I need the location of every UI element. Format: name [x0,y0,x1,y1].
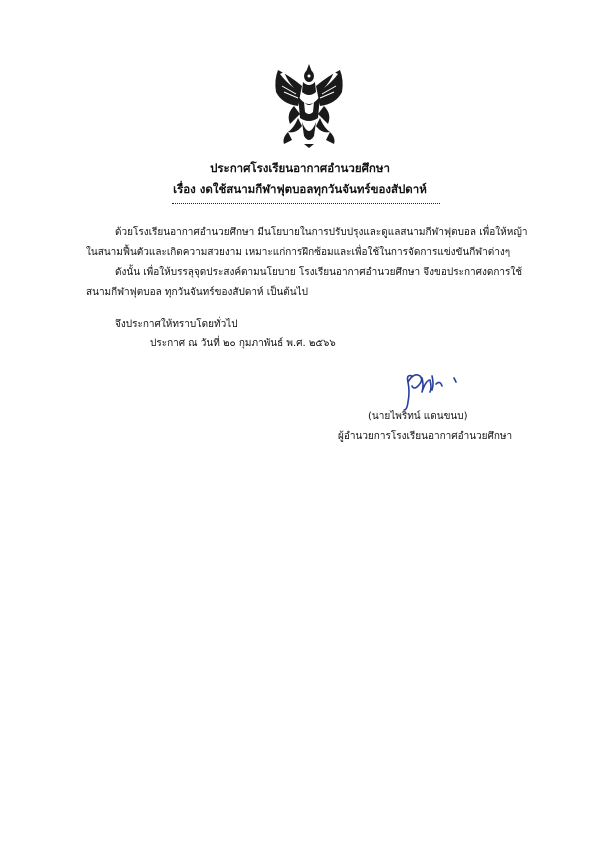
paragraph-1-line-1: ด้วยโรงเรียนอากาศอำนวยศึกษา มีนโยบายในการปรับปรุงและดูแลสนามกีฬาฟุตบอล เพื่อให้หญ้า [115,227,528,238]
paragraph-1-line-2: ในสนามฟื้นตัวและเกิดความสวยงาม เหมาะแก่การฝึกซ้อมและเพื่อใช้ในการจัดการแข่งขันกีฬาต่างๆ [86,247,511,258]
closing-statement: จึงประกาศให้ทราบโดยทั่วไป [115,319,238,330]
paragraph-2-line-2: สนามกีฬาฟุตบอล ทุกวันจันทร์ของสัปดาห์ เป็นต้นไป [86,287,309,298]
handwritten-signature-icon [398,366,468,412]
signatory-name: (นายไพริทน์ แดนขนบ) [368,411,468,422]
announcement-date: ประกาศ ณ วันที่ ๒๐ กุมภาพันธ์ พ.ศ. ๒๕๖๖ [150,338,336,349]
announcement-subject: เรื่อง งดใช้สนามกีฬาฟุตบอลทุกวันจันทร์ของสัปดาห์ [173,182,427,196]
dotted-divider [172,203,440,208]
paragraph-2-line-1: ดังนั้น เพื่อให้บรรลุจุดประสงค์ตามนโยบาย โรงเรียนอากาศอำนวยศึกษา จึงขอประกาศงดการใช้ [115,267,523,278]
garuda-emblem-icon [268,62,350,148]
signatory-position: ผู้อำนวยการโรงเรียนอากาศอำนวยศึกษา [338,431,513,442]
announcement-title: ประกาศโรงเรียนอากาศอำนวยศึกษา [210,161,390,175]
